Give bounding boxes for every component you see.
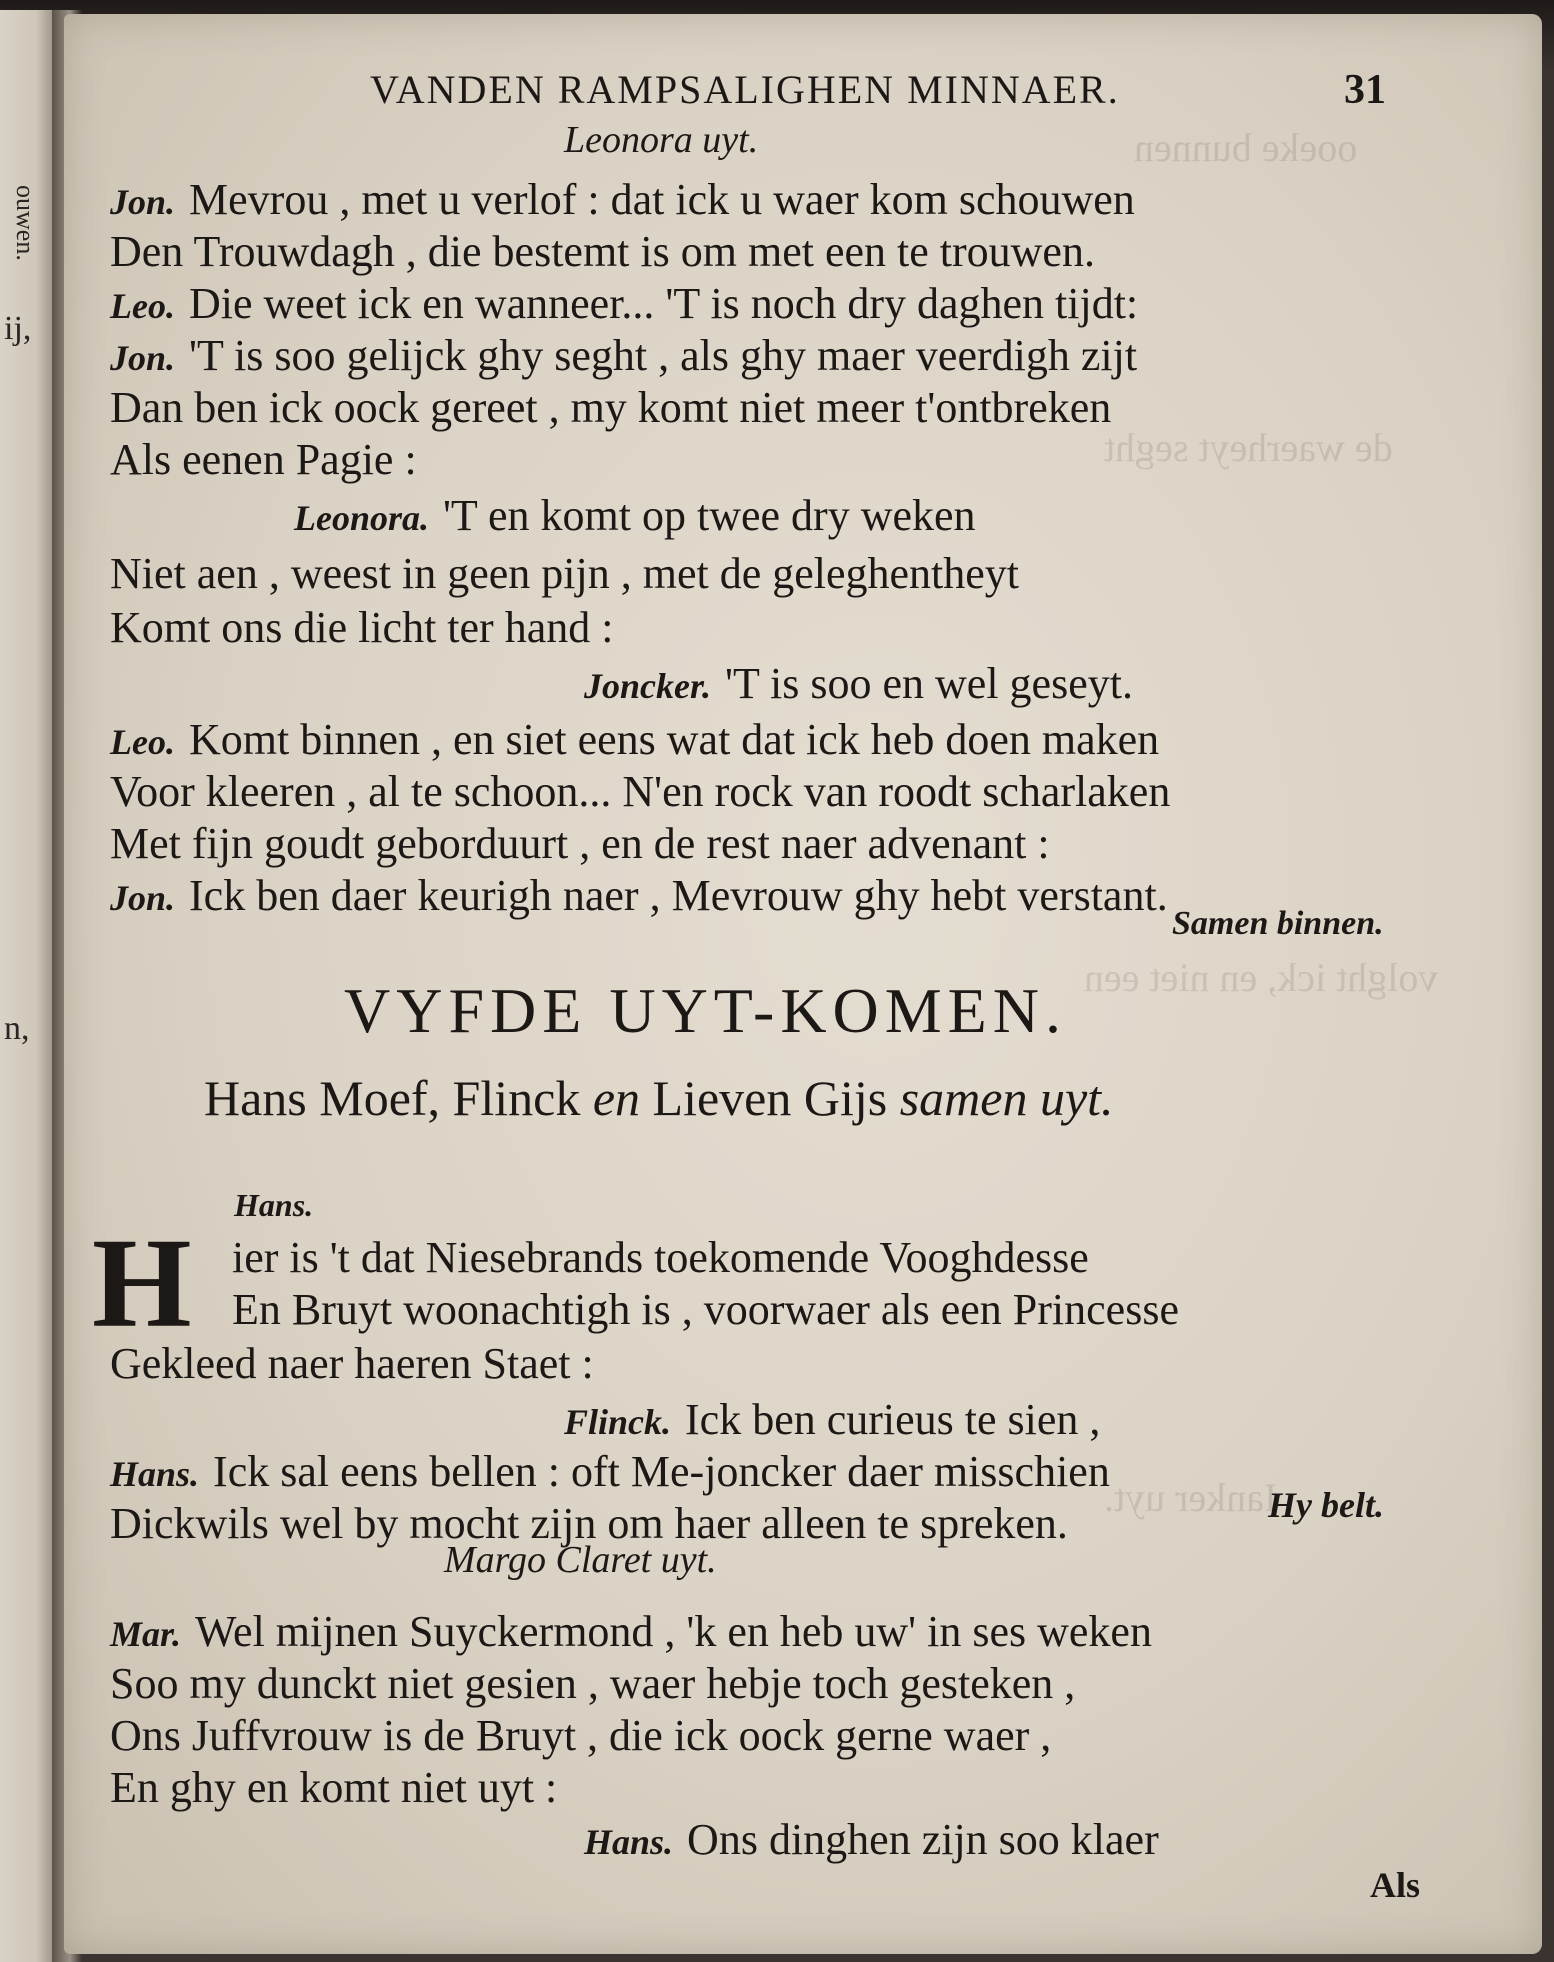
verse-line — [110, 870, 1168, 924]
verse-text: Die weet ick en wanneer... 'T is noch dry daghen tijdt: — [188, 279, 1139, 328]
verse-text: Komt ons die licht ter hand : — [110, 603, 614, 652]
speaker-name: Jon. — [110, 338, 176, 378]
verse-line — [110, 174, 1135, 228]
verse-text: Ick sal eens bellen : oft Me-joncker daer misschien — [213, 1447, 1110, 1496]
show-through-text: de waerheyt seght — [1104, 425, 1393, 470]
verse-line — [232, 1232, 1089, 1284]
verse-line — [110, 226, 1095, 278]
verse-line — [110, 1338, 594, 1390]
speaker-name: Hans. — [234, 1187, 314, 1223]
verse-line — [564, 1394, 1100, 1448]
facing-page-fragment: ij, — [4, 310, 32, 347]
show-through-text: ooeke bunnen — [1134, 125, 1358, 170]
stage-direction: Margo Claret uyt. — [444, 1539, 717, 1581]
verse-line — [110, 548, 1019, 600]
stage-direction: Samen binnen. — [1172, 905, 1384, 942]
speaker-name: Leo. — [110, 722, 175, 762]
book-page — [64, 14, 1542, 1954]
speaker-name: Mar. — [110, 1614, 182, 1654]
scene-cast-conjunction: en — [592, 1070, 641, 1126]
verse-line — [110, 714, 1159, 768]
facing-page-edge — [0, 10, 60, 1962]
speaker-name: Leo. — [110, 286, 175, 326]
verse-line — [110, 382, 1111, 434]
verse-line — [110, 766, 1170, 818]
verse-text: Mevrou , met u verlof : dat ick u waer kom schouwen — [189, 175, 1135, 224]
verse-text: Als eenen Pagie : — [110, 435, 417, 484]
verse-line — [110, 1446, 1110, 1500]
verse-text: Dan ben ick oock gereet , my komt niet meer t'ontbreken — [110, 383, 1112, 432]
verse-text: Soo my dunckt niet gesien , waer hebje toch gesteken , — [110, 1659, 1076, 1708]
verse-line — [584, 1814, 1159, 1868]
verse-text: Gekleed naer haeren Staet : — [110, 1339, 594, 1388]
verse-text: Ons dinghen zijn soo klaer — [687, 1815, 1159, 1864]
show-through-text: volght ick, en niet een — [1084, 955, 1439, 1000]
verse-line — [110, 278, 1138, 332]
verse-text: Ick ben curieus te sien , — [685, 1395, 1101, 1444]
verse-text: Niet aen , weest in geen pijn , met de geleghentheyt — [110, 549, 1020, 598]
speaker-name: Jon. — [110, 878, 176, 918]
show-through-text: Ianker uyt. — [1104, 1475, 1278, 1520]
verse-line — [110, 434, 417, 486]
verse-text: Met fijn goudt geborduurt , en de rest naer advenant : — [110, 819, 1050, 868]
running-head: VANDEN RAMPSALIGHEN MINNAER. — [370, 67, 1120, 112]
verse-line — [110, 1606, 1152, 1660]
speaker-name: Hans. — [110, 1454, 200, 1494]
verse-text: Komt binnen , en siet eens wat dat ick heb doen maken — [188, 715, 1160, 764]
speaker-name: Leonora. — [294, 498, 429, 538]
verse-line — [110, 330, 1137, 384]
verse-line — [232, 1284, 1179, 1336]
facing-page-fragment: ouwen. — [11, 185, 40, 261]
verse-line — [110, 1658, 1075, 1710]
stage-direction: Leonora uyt. — [564, 119, 759, 161]
speaker-name: Joncker. — [584, 666, 712, 706]
verse-text: 'T is soo gelijck ghy seght , als ghy maer veerdigh zijt — [189, 331, 1138, 380]
verse-text: Den Trouwdagh , die bestemt is om met een te trouwen. — [110, 227, 1095, 276]
verse-text: Voor kleeren , al te schoon... N'en rock van roodt scharlaken — [110, 767, 1171, 816]
verse-text: Ick ben daer keurigh naer , Mevrouw ghy hebt verstant. — [189, 871, 1168, 920]
page-number: 31 — [1344, 67, 1386, 113]
drop-cap: H — [92, 1212, 192, 1354]
verse-text: Ons Juffvrouw is de Bruyt , die ick oock gerne waer , — [110, 1711, 1052, 1760]
scene-cast-names: Lieven Gijs — [652, 1070, 888, 1126]
scene-cast-names: Hans Moef, Flinck — [204, 1070, 581, 1126]
scene-cast-direction: samen uyt. — [899, 1070, 1114, 1126]
verse-text: Dickwils wel by mocht zijn om haer alleen te spreken. — [110, 1499, 1068, 1548]
speaker-name: Jon. — [110, 182, 176, 222]
verse-text: ier is 't dat Niesebrands toekomende Vooghdesse — [232, 1233, 1089, 1282]
verse-text: Wel mijnen Suyckermond , 'k en heb uw' in ses weken — [195, 1607, 1152, 1656]
verse-line — [584, 658, 1133, 712]
stage-direction: Hy belt. — [1268, 1485, 1384, 1525]
verse-text: 'T is soo en wel geseyt. — [725, 659, 1133, 708]
verse-text: En ghy en komt niet uyt : — [110, 1763, 558, 1812]
verse-text: En Bruyt woonachtigh is , voorwaer als een Princesse — [232, 1285, 1179, 1334]
verse-text: 'T en komt op twee dry weken — [443, 491, 976, 540]
verse-line — [110, 818, 1050, 870]
facing-page-fragment: n, — [4, 1010, 30, 1047]
speaker-name: Flinck. — [564, 1402, 672, 1442]
speaker-name: Hans. — [584, 1822, 674, 1862]
verse-line — [110, 1762, 557, 1814]
scene-heading: VYFDE UYT-KOMEN. — [344, 975, 1067, 1046]
verse-line — [294, 490, 976, 544]
verse-line — [110, 1710, 1051, 1762]
verse-line — [110, 602, 613, 654]
catchword: Als — [1370, 1865, 1421, 1905]
scene-cast — [204, 1069, 1114, 1127]
